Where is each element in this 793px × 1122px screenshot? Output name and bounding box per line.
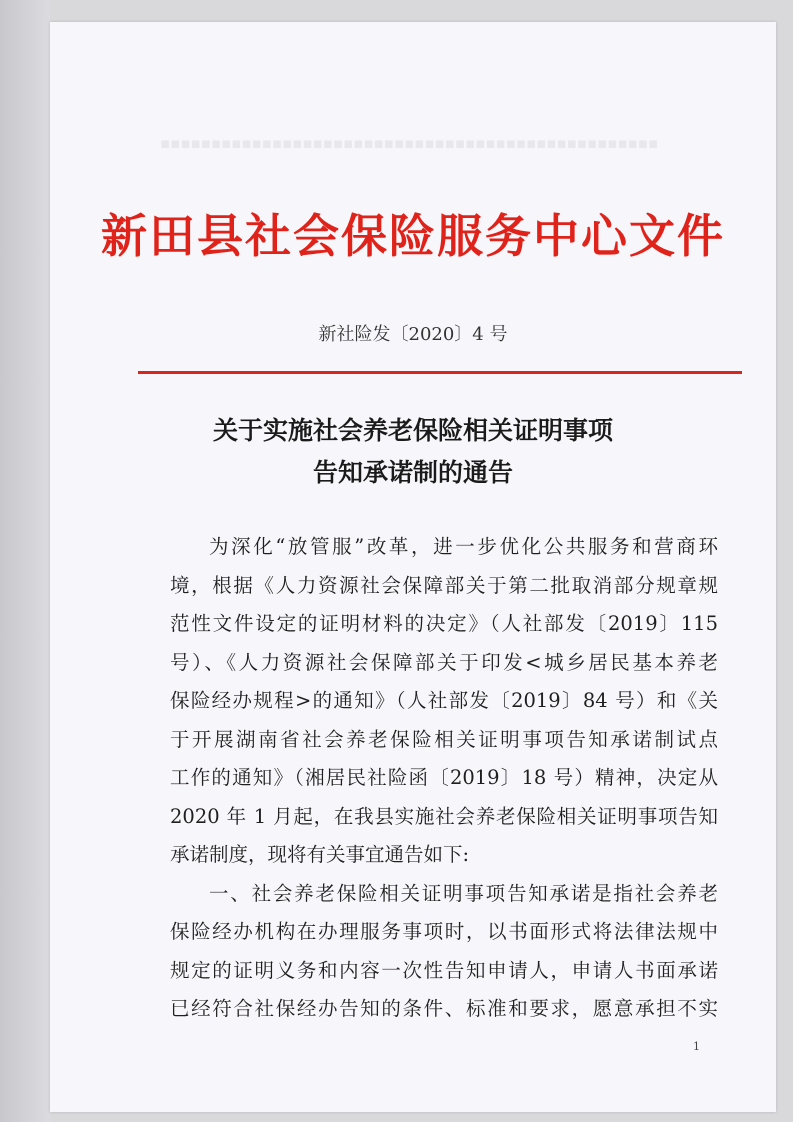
body-text bbox=[170, 528, 718, 1029]
body-line: 为深化“放管服”改革，进一步优化公共服务和营商环 bbox=[209, 535, 718, 558]
body-line: 规定的证明义务和内容一次性告知申请人，申请人书面承诺 bbox=[170, 958, 718, 982]
notice-title-line-1: 关于实施社会养老保险相关证明事项 bbox=[212, 416, 613, 445]
body-line: 工作的通知》（湘居民社险函〔2019〕18 号）精神，决定从 bbox=[170, 766, 718, 789]
body-line: 2020 年 1 月起，在我县实施社会养老保险相关证明事项告知 bbox=[170, 804, 718, 828]
notice-title bbox=[50, 410, 776, 494]
document-page bbox=[50, 22, 776, 1112]
header-title: 新田县社会保险服务中心文件 bbox=[101, 209, 725, 263]
page-number: 1 bbox=[693, 1040, 700, 1053]
document-number: 新社险发〔2020〕4 号 bbox=[318, 324, 508, 345]
body-line: 号）、《人力资源社会保障部关于印发<城乡居民基本养老 bbox=[170, 650, 718, 674]
notice-title-line-2: 告知承诺制的通告 bbox=[312, 458, 513, 487]
body-line: 承诺制度，现将有关事宜通告如下: bbox=[170, 843, 470, 866]
body-line: 保险经办机构在办理服务事项时，以书面形式将法律法规中 bbox=[170, 920, 718, 943]
body-line: 于开展湖南省社会养老保险相关证明事项告知承诺制试点 bbox=[170, 727, 718, 751]
body-line: 已经符合社保经办告知的条件、标准和要求，愿意承担不实 bbox=[170, 997, 718, 1020]
body-line: 境，根据《人力资源社会保障部关于第二批取消部分规章规 bbox=[170, 573, 718, 597]
scan-edge bbox=[0, 0, 50, 1122]
body-line: 保险经办规程>的通知》（人社部发〔2019〕84 号）和《关 bbox=[170, 689, 718, 712]
body-line: 一、社会养老保险相关证明事项告知承诺是指社会养老 bbox=[209, 881, 718, 905]
body-line: 范性文件设定的证明材料的决定》（人社部发〔2019〕115 bbox=[170, 612, 718, 635]
red-divider bbox=[138, 371, 742, 374]
bleed-through: ▪▪▪▪▪▪▪▪▪▪▪▪▪▪▪▪▪▪▪▪▪▪▪▪▪▪▪▪▪▪▪▪▪▪▪▪▪▪▪▪▪▪▪▪▪▪▪▪▪ bbox=[160, 134, 659, 152]
